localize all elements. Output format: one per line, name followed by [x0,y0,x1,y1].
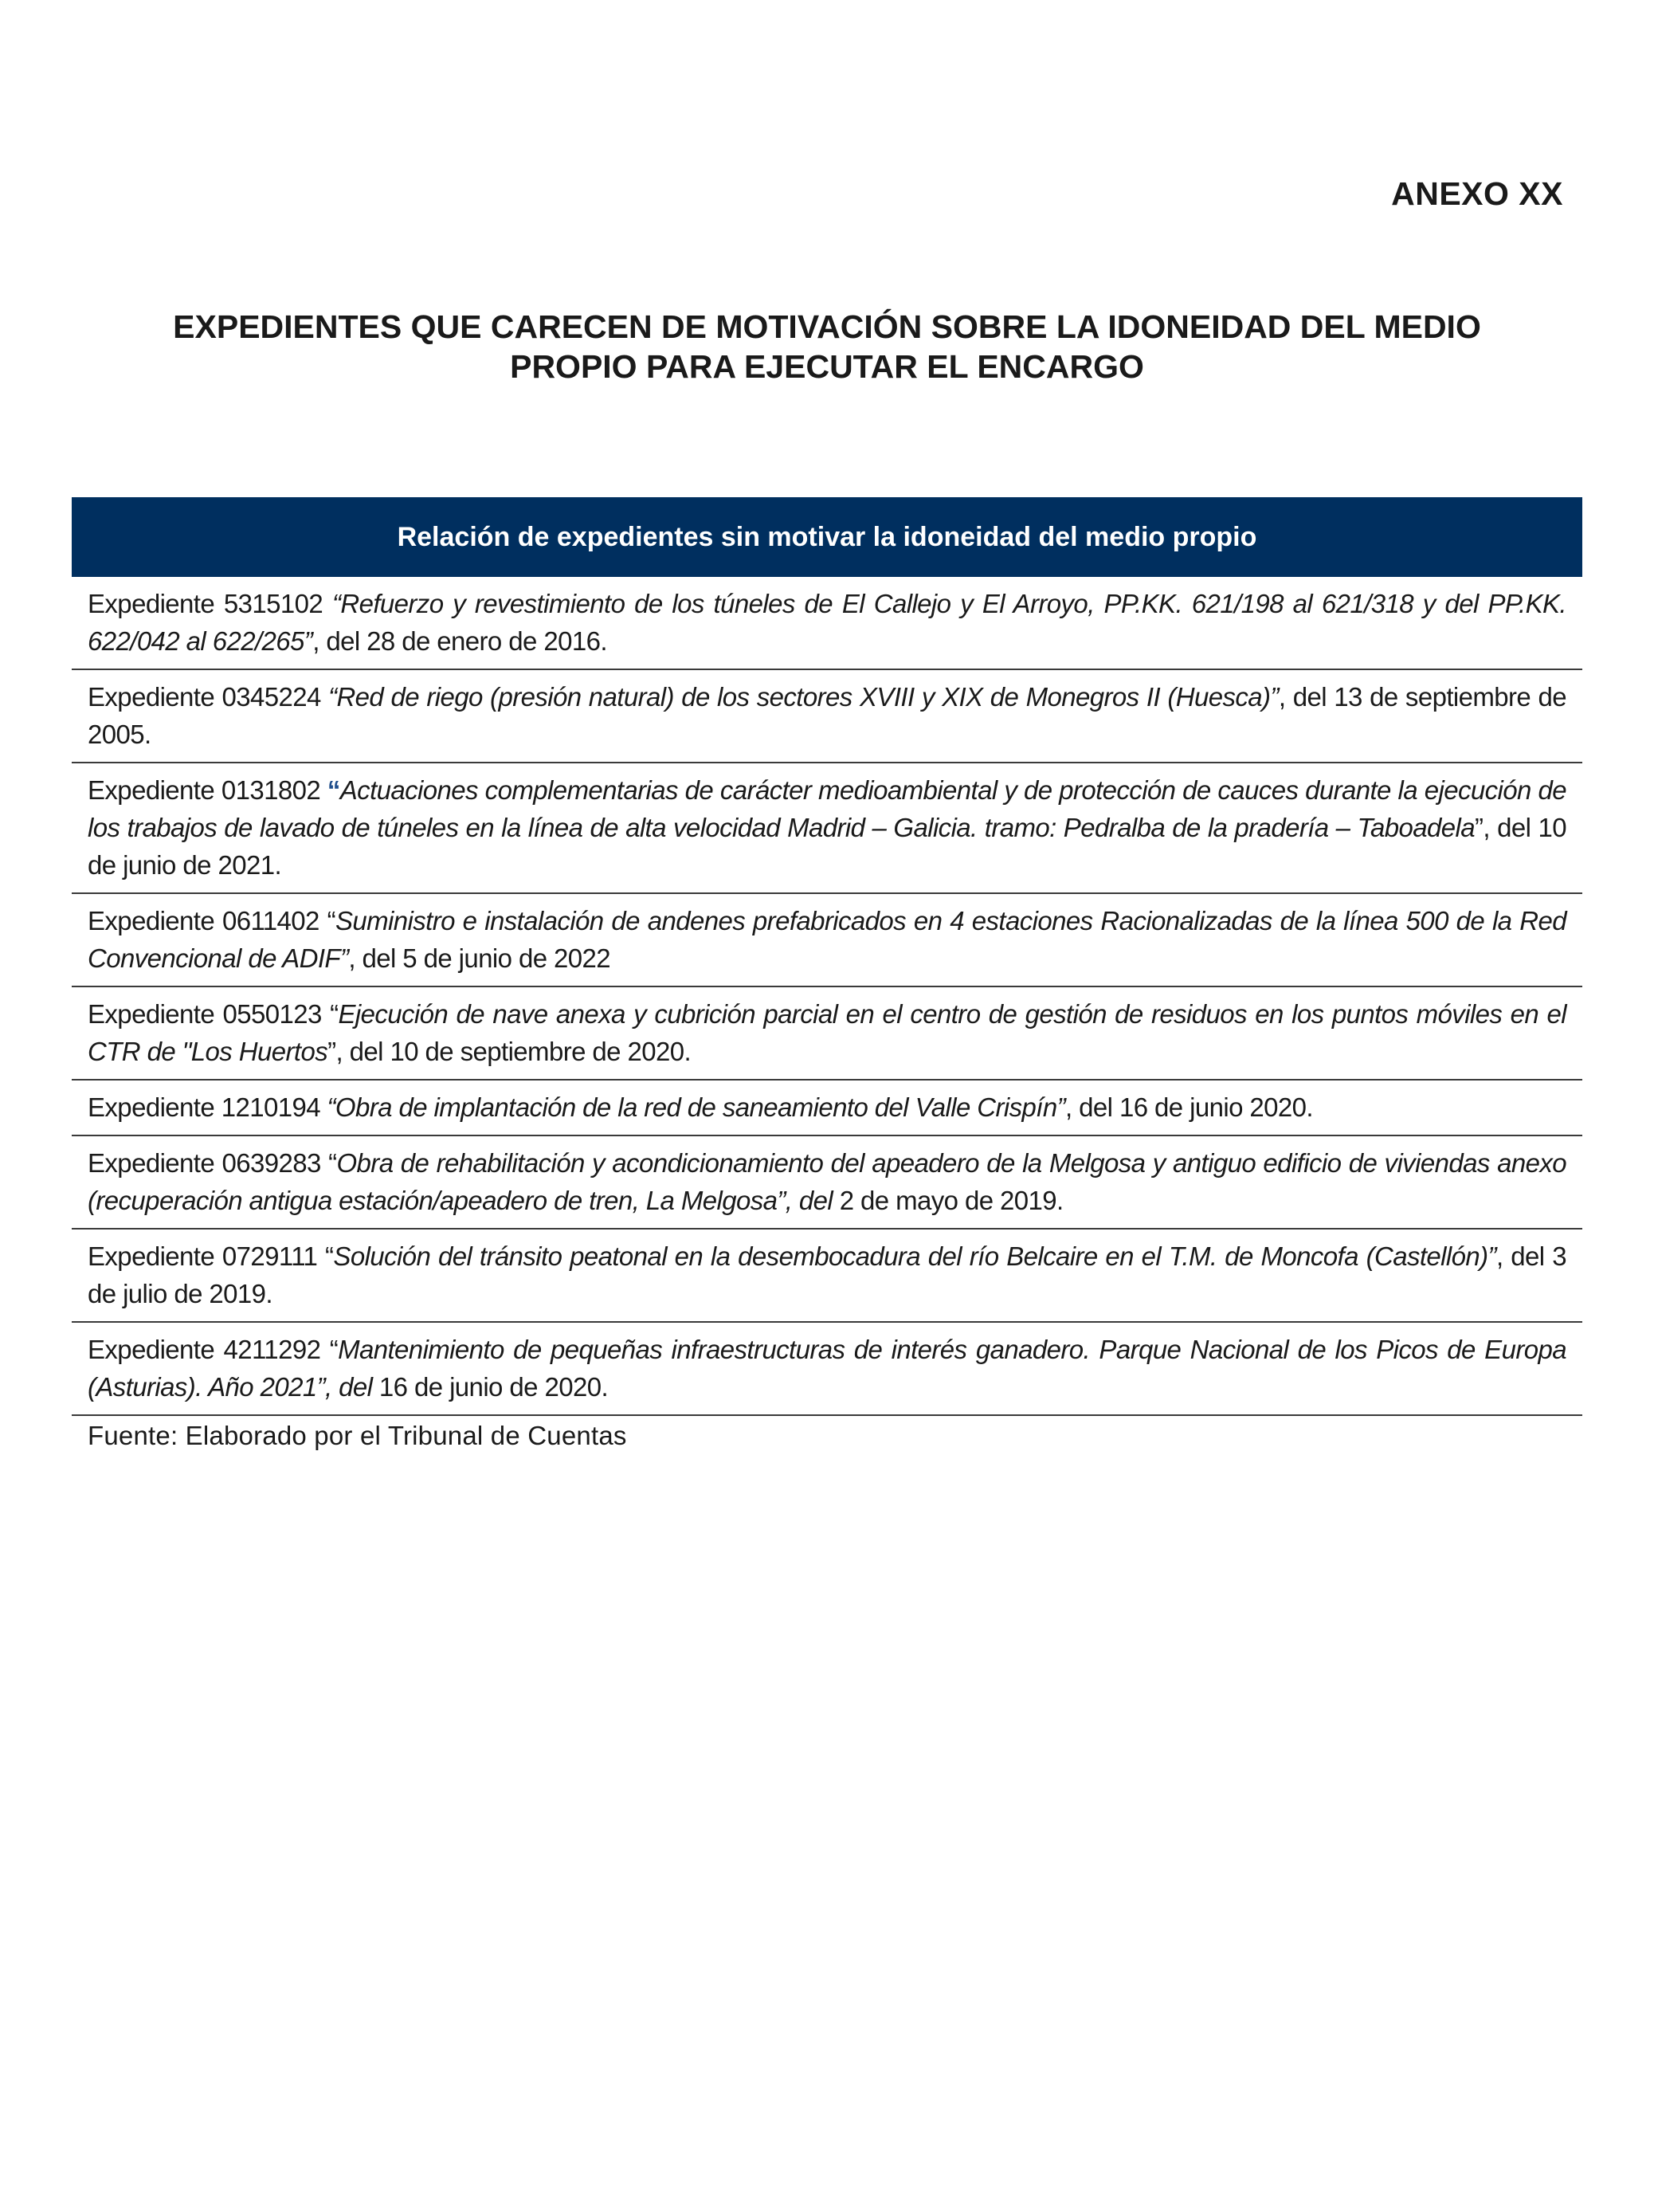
row-suffix: , del 3 de julio de 2019. [88,1241,1567,1308]
table-row [72,577,1582,670]
title-line-2: PROPIO PARA EJECUTAR EL ENCARGO [510,348,1144,385]
row-suffix: 16 de junio de 2020. [372,1372,609,1402]
row-title: Suministro e instalación de andenes prefabricados en 4 estaciones Racionalizadas de la línea 500 de la Red Convencional de ADIF” [88,906,1566,973]
row-prefix: Expediente 4211292 “ [88,1335,339,1364]
row-suffix: , del 5 de junio de 2022 [348,943,611,973]
row-prefix: Expediente 0611402 “ [88,906,335,935]
document-title [72,307,1582,386]
row-suffix: , del 16 de junio 2020. [1065,1092,1313,1122]
row-prefix: Expediente 0550123 “ [88,999,339,1029]
row-title: “Obra de implantación de la red de saneamiento del Valle Crispín” [327,1092,1066,1122]
title-line-1: EXPEDIENTES QUE CARECEN DE MOTIVACIÓN SOBRE LA IDONEIDAD DEL MEDIO [173,308,1481,345]
table-row [72,1323,1582,1416]
row-prefix: Expediente 1210194 [88,1092,327,1122]
row-prefix: Expediente 0729111 “ [88,1241,334,1271]
row-title: “Refuerzo y revestimiento de los túneles de El Callejo y El Arroyo, PP.KK. 621/198 al 621/318 y del PP.KK. 622/042 al 622/265” [88,589,1566,656]
annex-label: ANEXO XX [1391,175,1563,212]
row-title: Actuaciones complementarias de carácter medioambiental y de protección de cauces durante la ejecución de los trabajos de lavado de túneles en la línea de alta velocidad Madrid – Galicia. tramo: Pedralba de la pradería – Taboadela [88,775,1566,842]
table-row [72,1136,1582,1230]
row-title: Obra de rehabilitación y acondicionamiento del apeadero de la Melgosa y antiguo edificio de viviendas anexo (recuperación antigua estación/apeadero de tren, La Melgosa”, del [88,1148,1566,1215]
table-source-note: Fuente: Elaborado por el Tribunal de Cuentas [88,1421,627,1450]
expedientes-table [72,497,1582,1456]
row-suffix: , del 13 de septiembre de 2005. [88,682,1567,749]
row-title: Mantenimiento de pequeñas infraestructuras de interés ganadero. Parque Nacional de los Picos de Europa (Asturias). Año 2021”, del [88,1335,1566,1402]
row-suffix: ”, del 10 de septiembre de 2020. [327,1037,692,1066]
table-row [72,1081,1582,1136]
row-suffix: , del 28 de enero de 2016. [312,626,607,656]
table-row [72,763,1582,894]
row-title: Ejecución de nave anexa y cubrición parcial en el centro de gestión de residuos en los puntos móviles en el CTR de "Los Huertos [88,999,1566,1066]
row-title: Solución del tránsito peatonal en la desembocadura del río Belcaire en el T.M. de Moncofa (Castellón)” [333,1241,1496,1271]
row-title: “Red de riego (presión natural) de los sectores XVIII y XIX de Monegros II (Huesca)” [328,682,1279,712]
row-prefix: Expediente 0345224 [88,682,329,712]
table-row [72,894,1582,987]
row-suffix: 2 de mayo de 2019. [833,1186,1064,1215]
table-row [72,670,1582,763]
table-row [72,1230,1582,1323]
table-row [72,987,1582,1081]
row-prefix: Expediente 0639283 “ [88,1148,337,1178]
row-prefix: Expediente 0131802 [88,775,327,805]
table-header: Relación de expedientes sin motivar la idoneidad del medio propio [72,497,1582,577]
row-quote-open: “ [327,775,340,805]
row-suffix: ”, del 10 de junio de 2021. [88,813,1566,880]
row-prefix: Expediente 5315102 [88,589,332,618]
